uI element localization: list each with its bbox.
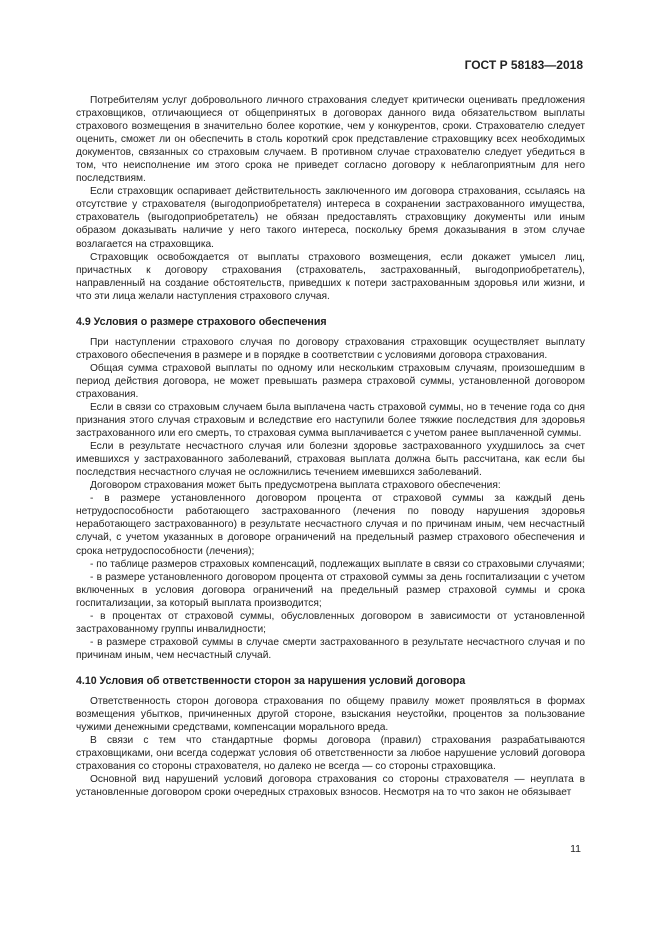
page-number: 11 bbox=[570, 843, 581, 855]
intro-paragraph: Если страховщик оспаривает действительность заключенного им договора страхования, ссылаясь на отсутствие у страхователя (выгодоприобретателя) интереса в сохранении застрахованного имущества, страхователь (выгодоприобретатель) не обязан предоставлять страховщику документы или иным образом доказывать наличие у него такого интереса, поскольку бремя доказывания в этом случае возлагается на страховщика. bbox=[76, 186, 585, 250]
section-4-9-paragraph: Если в связи со страховым случаем была выплачена часть страховой суммы, но в течение года со дня признания этого случая страховым и вследствие его наступили более тяжкие последствия для здоровья застрахованного или его смерть, то страховая сумма выплачивается с учетом ранее выплаченной суммы. bbox=[76, 401, 585, 440]
intro-paragraph: Страховщик освобождается от выплаты страхового возмещения, если докажет умысел лиц, причастных к договору страхования (страхователь, застрахованный, выгодоприобретатель), направленный на создание обстоятельств, приведших к потери застрахованным здоровья или жизни, и что эти лица желали наступления страхового случая. bbox=[76, 251, 585, 302]
section-4-9-paragraph: Если в результате несчастного случая или болезни здоровье застрахованного ухудшилось за счет имевшихся у застрахованного заболеваний, страховая выплата должна быть рассчитана, как если бы последствия несчастного случая не осложнились течением имевшихся заболеваний. bbox=[76, 441, 585, 479]
list-item: - в процентах от страховой суммы, обусловленных договором в зависимости от установленной застрахованному группы инвалидности; bbox=[76, 610, 585, 635]
list-item: - по таблице размеров страховых компенсаций, подлежащих выплате в связи со страховыми случаями; bbox=[90, 558, 585, 570]
section-4-9-paragraph: Общая сумма страховой выплаты по одному или нескольким страховым случаям, произошедшим в период действия договора, не может превышать размера страховой суммы, установленной договором страхования. bbox=[76, 362, 585, 400]
section-4-9-paragraph: При наступлении страхового случая по договору страхования страховщик осуществляет выплату страхового обеспечения в размере и в порядке в соответствии с условиями договора страхования. bbox=[76, 336, 585, 361]
list-item: - в размере установленного договором процента от страховой суммы за день госпитализации с учетом включенных в условия договора ограничений на предельный размер страховой суммы и срока госпитализации, за который выплата производится; bbox=[76, 571, 585, 609]
section-4-9-paragraph: Договором страхования может быть предусмотрена выплата страхового обеспечения: bbox=[90, 480, 501, 492]
document-body bbox=[76, 94, 585, 799]
section-4-10-paragraph: Ответственность сторон договора страхования по общему правилу может проявляться в формах возмещения убытков, причиненных другой стороне, взыскания неустойки, процентов за пользование чужими денежными средствами, компенсации морального вреда. bbox=[76, 695, 585, 734]
standard-code-header: ГОСТ Р 58183—2018 bbox=[464, 58, 583, 72]
list-item: - в размере страховой суммы в случае смерти застрахованного в результате несчастного случая и по причинам иным, чем несчастный случай. bbox=[76, 636, 585, 661]
list-item: - в размере установленного договором процента от страховой суммы за каждый день нетрудоспособности работающего застрахованного (лечения по поводу нарушения здоровья неработающего застрахованного) в результате несчастного случая и по причинам иным, чем несчастный случай, с учетом указанных в договоре ограничений на предельный размер страхового обеспечения и срока нетрудоспособности (лечения); bbox=[76, 493, 585, 557]
section-4-10-paragraph: В связи с тем что стандартные формы договора (правил) страхования разрабатываются страховщиками, они всегда содержат условия об ответственности за любое нарушение условий договора страхования со стороны страхователя, но далеко не всегда — со стороны страховщика. bbox=[76, 735, 585, 773]
section-4-10-paragraph: Основной вид нарушений условий договора страхования со стороны страхователя — неуплата в установленные договором сроки очередных страховых взносов. Несмотря на то что закон не обязывает bbox=[76, 774, 585, 799]
section-4-10-title: 4.10 Условия об ответственности сторон за нарушения условий договора bbox=[76, 674, 466, 687]
section-4-9-title: 4.9 Условия о размере страхового обеспечения bbox=[76, 315, 327, 328]
intro-paragraph: Потребителям услуг добровольного личного страхования следует критически оценивать предложения страховщиков, отличающиеся от общепринятых в договорах данного вида обязательством выплаты страхового возмещения в значительно более короткие, чем у конкурентов, сроки. Страхователю следует оценить, сможет ли он обеспечить в столь короткий срок представление страховщику всех необходимых документов, связанных со страховым случаем. В противном случае страхователю следует убедиться в том, что неисполнение им этого срока не приведет согласно договору к неблагоприятным для него последствиям. bbox=[76, 95, 585, 185]
